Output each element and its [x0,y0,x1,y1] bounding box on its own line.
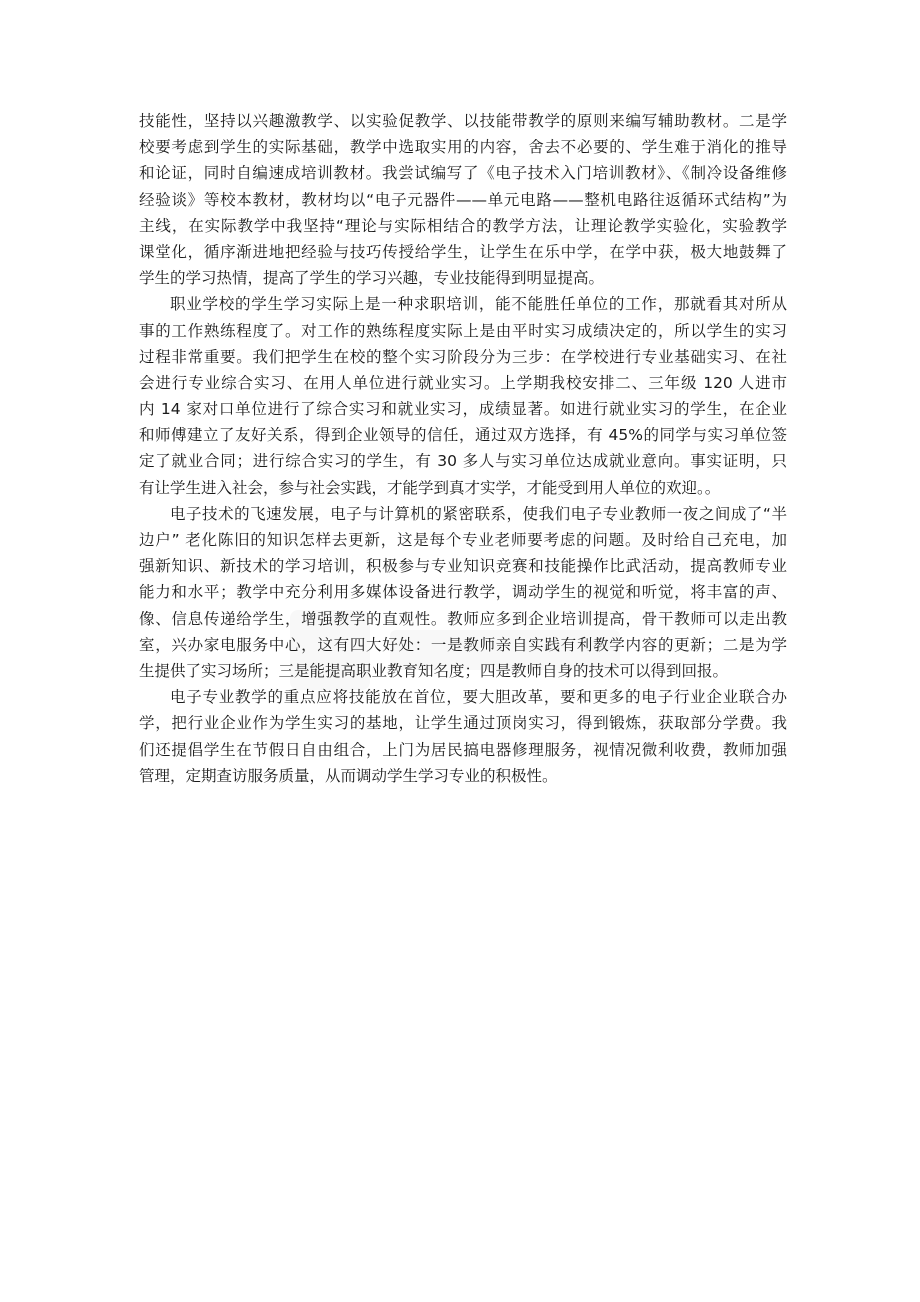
text-line: 课堂化，循序渐进地把经验与技巧传授给学生，让学生在乐中学，在学中获，极大地鼓舞了 [139,242,787,261]
text-line: 过程非常重要。我们把学生在校的整个实习阶段分为三步：在学校进行专业基础实习、在社 [139,347,787,366]
text-line: 们还提倡学生在节假日自由组合，上门为居民搞电器修理服务，视情况微利收费，教师加强 [139,740,787,759]
text-line: 管理，定期查访服务质量，从而调动学生学习专业的积极性。 [139,766,558,785]
text-line: 职业学校的学生学习实际上是一种求职培训，能不能胜任单位的工作，那就看其对所从 [170,295,787,314]
text-line: 能力和水平；教学中充分利用多媒体设备进行教学，调动学生的视觉和听觉，将丰富的声、 [139,583,787,602]
document-body [139,108,787,789]
text-line: 电子技术的飞速发展，电子与计算机的紧密联系，使我们电子专业教师一夜之间成了“半 [170,504,787,523]
text-line: 电子专业教学的重点应将技能放在首位，要大胆改革，要和更多的电子行业企业联合办 [170,688,787,707]
text-line: 有让学生进入社会，参与社会实践，才能学到真才实学，才能受到用人单位的欢迎。。 [139,478,721,497]
text-line: 强新知识、新技术的学习培训，积极参与专业知识竞赛和技能操作比武活动，提高教师专业 [139,557,787,576]
text-line: 经验谈》等校本教材，教材均以“电子元器件——单元电路——整机电路往返循环式结构”为 [139,190,787,209]
text-line: 边户” 老化陈旧的知识怎样去更新，这是每个专业老师要考虑的问题。及时给自己充电，加 [139,531,787,549]
text-line: 像、信息传递给学生，增强教学的直观性。教师应多到企业培训提高，骨干教师可以走出教 [139,609,787,628]
text-line: 学，把行业企业作为学生实习的基地，让学生通过顶岗实习，得到锻炼，获取部分学费。我 [139,714,787,733]
text-line: 生提供了实习场所；三是能提高职业教育知名度；四是教师自身的技术可以得到回报。 [139,661,729,680]
paragraph-4 [139,684,787,789]
paragraph-3 [139,501,787,684]
text-line: 事的工作熟练程度了。对工作的熟练程度实际上是由平时实习成绩决定的，所以学生的实习 [139,321,787,340]
text-line: 室，兴办家电服务中心，这有四大好处：一是教师亲自实践有利教学内容的更新；二是为学 [139,635,787,654]
text-line: 内 14 家对口单位进行了综合实习和就业实习，成绩显著。如进行就业实习的学生，在企业 [139,400,787,419]
paragraph-2 [139,291,787,501]
text-line: 技能性，坚持以兴趣激教学、以实验促教学、以技能带教学的原则来编写辅助教材。二是学 [139,112,787,130]
text-line: 会进行专业综合实习、在用人单位进行就业实习。上学期我校安排二、三年级 120 人进市 [139,373,787,392]
text-line: 学生的学习热情，提高了学生的学习兴趣，专业技能得到明显提高。 [139,269,605,288]
paragraph-1 [139,108,787,291]
text-line: 和师傅建立了友好关系，得到企业领导的信任，通过双方选择，有 45%的同学与实习单位签 [139,426,787,445]
text-line: 定了就业合同；进行综合实习的学生，有 30 多人与实习单位达成就业意向。事实证明，只 [139,452,787,471]
text-line: 校要考虑到学生的实际基础，教学中选取实用的内容，舍去不必要的、学生难于消化的推导 [139,138,787,157]
text-line: 和论证，同时自编速成培训教材。我尝试编写了《电子技术入门培训教材》、《制冷设备维修 [139,164,787,183]
text-line: 主线，在实际教学中我坚持“理论与实际相结合的教学方法，让理论教学实验化，实验教学 [139,216,787,235]
